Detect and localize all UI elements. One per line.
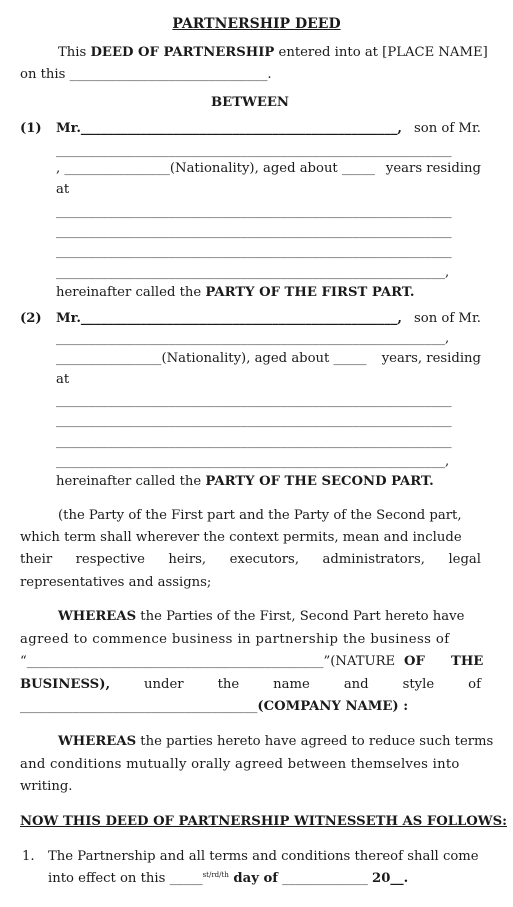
para1-word: executors, — [229, 552, 300, 567]
party1-father-blank: ____________________________________________________________ — [56, 143, 452, 158]
whereas1-company-name: (COMPANY NAME) : — [257, 699, 409, 714]
party2-address-1: ____________________________________________________________ — [56, 393, 452, 408]
party2-name-blank: Mr.________________________________________________, — [56, 311, 403, 326]
para1-word: their — [20, 552, 53, 567]
whereas2-text: the parties hereto have agreed to reduce such terms — [136, 734, 494, 749]
party1-name-line — [56, 121, 481, 136]
party2-at: at — [56, 372, 70, 387]
party2-address-3: ____________________________________________________________ — [56, 434, 452, 449]
party1-son-of: son of Mr. — [414, 121, 481, 136]
whereas1-company-blank: ____________________________________ — [20, 699, 258, 714]
whereas2-line-1 — [58, 734, 493, 749]
clause1-year: 20__. — [372, 871, 409, 886]
whereas1-word: the — [217, 677, 240, 692]
whereas1-word: style — [402, 677, 435, 692]
party2-hereinafter: hereinafter called the — [56, 474, 206, 489]
party1-address-2: ____________________________________________________________ — [56, 224, 452, 239]
intro-text-c: entered into at [PLACE NAME] — [274, 45, 488, 60]
para1-line-2: which term shall wherever the context permits, mean and include — [20, 530, 462, 545]
party2-son-of: son of Mr. — [414, 311, 481, 326]
clause1-line-2 — [48, 871, 408, 886]
whereas2-keyword: WHEREAS — [58, 734, 137, 749]
party2-designation — [56, 474, 434, 489]
whereas1-the: THE — [451, 654, 484, 669]
intro-line-1 — [58, 45, 488, 60]
whereas1-business: BUSINESS), — [20, 677, 111, 692]
party1-called: PARTY OF THE FIRST PART. — [205, 285, 415, 300]
whereas1-text: the Parties of the First, Second Part hereto have — [136, 609, 465, 624]
whereas1-nature-blank: “_____________________________________________”(NATURE — [20, 654, 396, 669]
party1-nationality: , ________________(Nationality), aged about _____ — [56, 161, 375, 176]
party1-nationality-line — [56, 161, 481, 176]
party2-father-blank: ___________________________________________________________, — [56, 331, 450, 346]
whereas1-word: and — [343, 677, 369, 692]
whereas1-company-line — [20, 699, 408, 714]
whereas1-word: of — [468, 677, 481, 692]
intro-text-a: This — [58, 45, 91, 60]
party1-at: at — [56, 182, 70, 197]
party2-called: PARTY OF THE SECOND PART. — [205, 474, 434, 489]
whereas1-line-1 — [58, 609, 464, 624]
party2-residing: years, residing — [381, 351, 481, 366]
party1-address-3: ____________________________________________________________ — [56, 244, 452, 259]
para1-word: legal — [448, 552, 481, 567]
party2-number: (2) — [20, 311, 42, 326]
clause1-number: 1. — [22, 849, 35, 864]
para1-line-4: representatives and assigns; — [20, 575, 212, 590]
whereas1-word: name — [273, 677, 310, 692]
whereas2-line-3: writing. — [20, 779, 73, 794]
whereas2-line-2: and conditions mutually orally agreed between themselves into — [20, 757, 460, 772]
party2-nationality: ________________(Nationality), aged about _____ — [56, 351, 367, 366]
party2-nationality-line — [56, 351, 481, 366]
party1-hereinafter: hereinafter called the — [56, 285, 206, 300]
para1-word: heirs, — [168, 552, 207, 567]
whereas1-of: OF — [404, 654, 425, 669]
party1-address-1: ____________________________________________________________ — [56, 204, 452, 219]
clause1-ordinal: st/rd/th — [202, 871, 229, 879]
party2-address-4: ___________________________________________________________, — [56, 454, 450, 469]
party1-residing: years residing — [385, 161, 481, 176]
whereas1-word: under — [144, 677, 184, 692]
page-title: PARTNERSHIP DEED — [172, 16, 341, 32]
party1-address-4: ___________________________________________________________, — [56, 265, 450, 280]
para1-line-1: (the Party of the First part and the Party of the Second part, — [58, 508, 462, 523]
whereas1-line-2: agreed to commence business in partnership the business of — [20, 632, 450, 647]
party1-number: (1) — [20, 121, 42, 136]
intro-date-line: on this ______________________________. — [20, 67, 272, 82]
whereas1-line-4 — [20, 677, 481, 692]
party1-name-blank: Mr.________________________________________________, — [56, 121, 403, 136]
clause1-line-1: The Partnership and all terms and conditions thereof shall come — [48, 849, 479, 864]
clause1-day-of: day of — [228, 871, 278, 886]
clause1-day-blank: _____ — [169, 871, 203, 886]
para1-line-3 — [20, 552, 481, 567]
witnesseth-heading: NOW THIS DEED OF PARTNERSHIP WITNESSETH AS FOLLOWS: — [20, 814, 507, 829]
party2-name-line — [56, 311, 481, 326]
party2-address-2: ____________________________________________________________ — [56, 413, 452, 428]
para1-word: respective — [75, 552, 145, 567]
clause1-into-effect: into effect on this — [48, 871, 170, 886]
clause1-month-blank: _____________ — [277, 871, 373, 886]
whereas1-keyword: WHEREAS — [58, 609, 137, 624]
para1-word: administrators, — [322, 552, 425, 567]
party1-designation — [56, 285, 415, 300]
intro-deed-bold: DEED OF PARTNERSHIP — [90, 45, 275, 60]
between-heading: BETWEEN — [211, 95, 289, 110]
